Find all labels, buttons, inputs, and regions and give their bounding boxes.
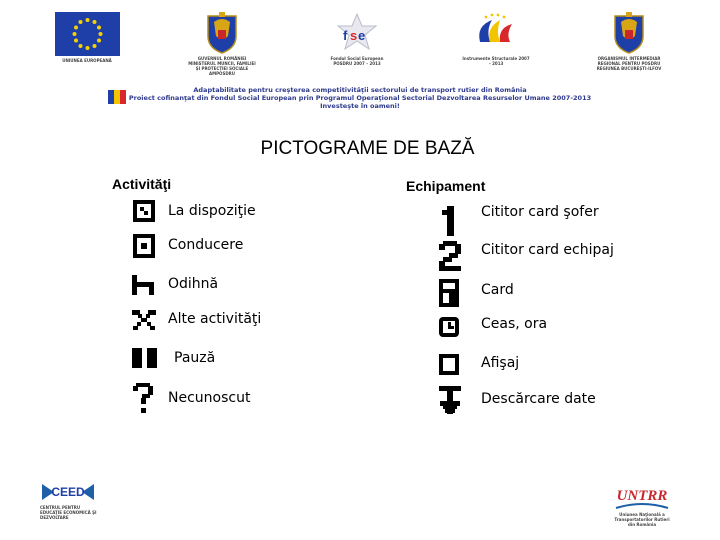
romania-coat-of-arms-logo: [205, 12, 239, 54]
ceed-logo-caption: CENTRUL PENTRU EDUCAŢIE ECONOMICĂ ŞI DEZVOLTARE: [40, 505, 97, 520]
svg-text:e: e: [358, 28, 366, 43]
list-item: Alte activităţi: [168, 311, 262, 327]
break-icon: [131, 346, 159, 370]
list-item: Cititor card echipaj: [481, 242, 614, 258]
card-icon: [437, 278, 463, 308]
driving-icon: [131, 233, 157, 259]
rest-icon: [131, 273, 157, 297]
untrr-logo-caption: Uniunea Naţională a Transportatorilor Rutieri din România: [614, 512, 670, 527]
list-item: Descărcare date: [481, 391, 596, 407]
banner-line-3: Investeşte în oameni!: [320, 102, 400, 110]
list-item: Conducere: [168, 237, 244, 253]
activities-heading: Activităţi: [112, 176, 172, 192]
list-item: Odihnă: [168, 276, 219, 292]
list-item: La dispoziţie: [168, 203, 256, 219]
untrr-logo: [612, 478, 672, 512]
equipment-heading: Echipament: [406, 178, 486, 194]
romania-logo-caption: GUVERNUL ROMÂNIEI MINISTERUL MUNCII, FAMILIEI ȘI PROTECȚIEI SOCIALE AMPOSDRU: [188, 56, 256, 76]
ceed-logo: [40, 482, 96, 502]
eu-flag-logo: [55, 12, 120, 56]
unknown-icon: [131, 381, 157, 415]
banner-line-1: Adaptabilitate pentru creşterea competitivităţii sectorului de transport rutier din România: [193, 86, 527, 94]
svg-text:f: f: [343, 28, 348, 43]
list-item: Ceas, ora: [481, 316, 548, 332]
banner-line-2: Proiect cofinanţat din Fondul Social European prin Programul Operaţional Sectorial Dezvoltarea Resurselor Umane 2007-2013: [128, 94, 592, 102]
clock-icon: [437, 314, 463, 340]
page-title: PICTOGRAME DE BAZĂ: [260, 138, 475, 159]
svg-text:s: s: [350, 28, 358, 43]
list-item: Pauză: [174, 350, 216, 366]
eu-logo-caption: UNIUNEA EUROPEANĂ: [62, 58, 112, 63]
list-item: Cititor card şofer: [481, 204, 599, 220]
fse-logo: [332, 12, 382, 54]
list-item: Card: [481, 282, 514, 298]
list-item: Afişaj: [481, 355, 520, 371]
fse-logo-caption: Fondul Social European POSDRU 2007 – 2013: [330, 56, 384, 66]
ceed-logo-text: CEED: [51, 485, 85, 499]
structural-funds-logo: [472, 12, 518, 56]
other-work-icon: [131, 308, 157, 332]
card-reader-2-icon: [437, 239, 463, 273]
list-item: Necunoscut: [168, 390, 251, 406]
oirposdru-logo-caption: ORGANISMUL INTERMEDIAR REGIONAL PENTRU POSDRU REGIUNEA BUCUREȘTI-ILFOV: [596, 56, 662, 71]
structural-funds-caption: Instrumente Structurale 2007 – 2013: [462, 56, 530, 66]
availability-icon: [131, 199, 157, 223]
download-icon: [437, 384, 463, 418]
card-reader-1-icon: [437, 204, 463, 238]
untrr-logo-text: UNTRR: [616, 488, 668, 504]
display-icon: [437, 353, 463, 377]
oirposdru-coat-of-arms-logo: [612, 12, 646, 54]
